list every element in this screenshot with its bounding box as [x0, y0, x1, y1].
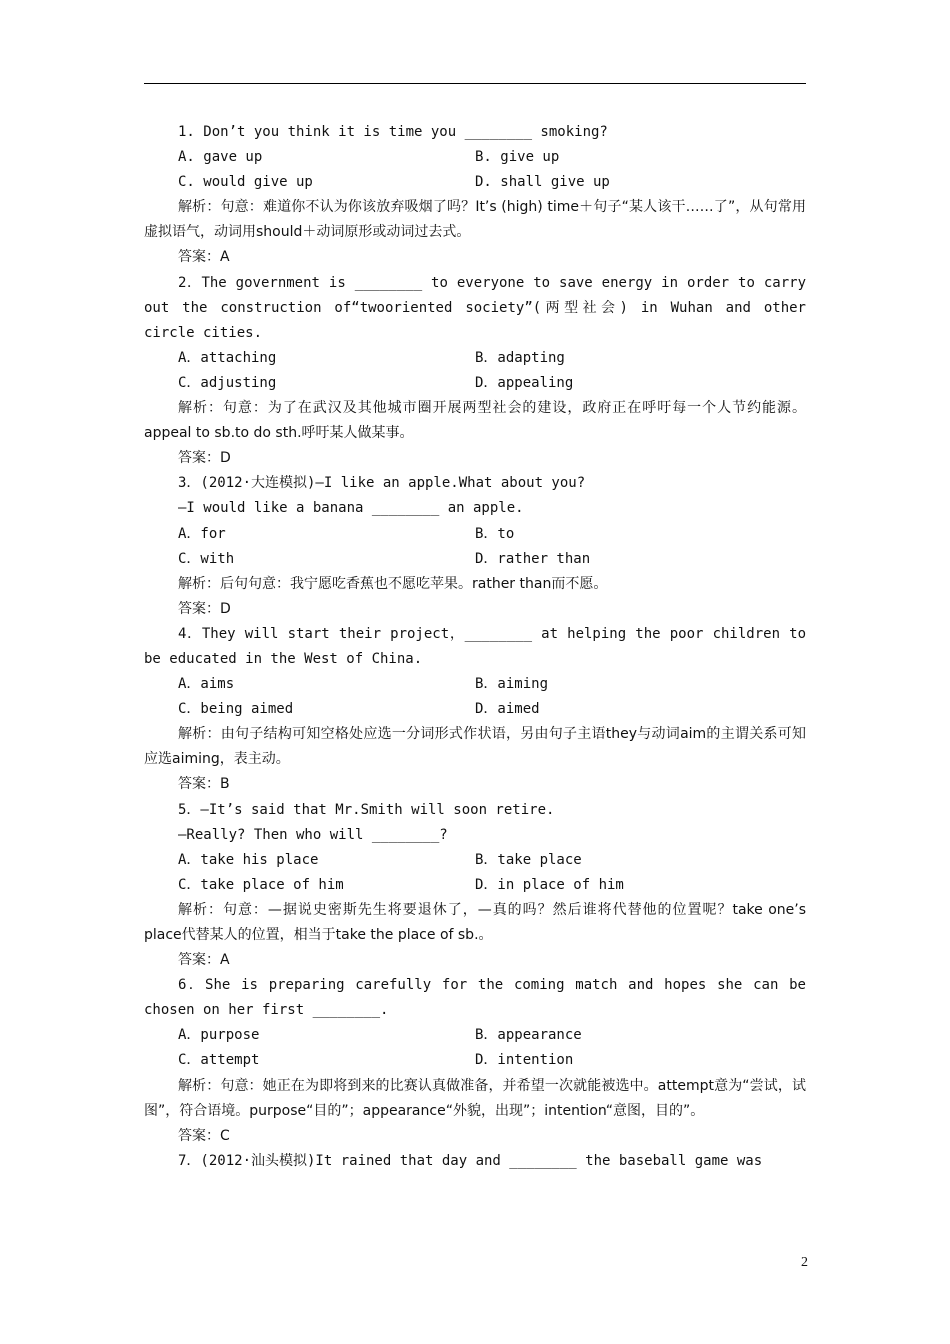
option-c: C．with: [178, 550, 235, 567]
option-c: C．attempt: [178, 1052, 260, 1069]
option-b: B．to: [475, 525, 515, 542]
option-a: A．take his place: [178, 851, 319, 868]
option-b: B．take place: [475, 851, 582, 868]
question-4-stem: 4．They will start their project，________ at helping the poor children to be educated in the West of China.: [144, 625, 806, 667]
question-4-analysis: 解析：由句子结构可知空格处应选一分词形式作状语，另由句子主语they与动词aim的主谓关系可知应选aiming，表主动。: [144, 726, 806, 768]
option-d: D．rather than: [475, 550, 591, 567]
question-5-answer: 答案：A: [178, 952, 230, 969]
question-6-options-row2: [144, 1048, 806, 1073]
question-2-stem: 2．The government is ________ to everyone to save energy in order to carry out the construction of“twooriented society”(两型社会) in Wuhan and other circle cities.: [144, 274, 806, 341]
option-d: D．in place of him: [475, 876, 624, 893]
question-list: [144, 120, 806, 1174]
question-5-analysis: 解析：句意：—据说史密斯先生将要退休了，—真的吗？然后谁将代替他的位置呢？take one’s place代替某人的位置，相当于take the place of sb.。: [144, 901, 806, 943]
question-3-stem-reply: —I would like a banana ________ an apple.: [178, 500, 524, 517]
option-b: B．appearance: [475, 1027, 582, 1044]
question-6-stem: 6．She is preparing carefully for the coming match and hopes she can be chosen on her first ________.: [144, 977, 806, 1019]
question-6-options: [144, 1023, 806, 1048]
question-5-options: [144, 848, 806, 873]
option-c: C．adjusting: [178, 374, 277, 391]
option-b: B. give up: [475, 149, 560, 166]
option-c: C．being aimed: [178, 701, 294, 718]
question-3-analysis: 解析：后句句意：我宁愿吃香蕉也不愿吃苹果。rather than而不愿。: [178, 575, 608, 592]
question-1-stem: 1. Don’t you think it is time you ________ smoking?: [178, 124, 608, 140]
question-1-options: [144, 145, 806, 170]
option-c: C．take place of him: [178, 876, 344, 893]
option-a: A．aims: [178, 676, 235, 693]
question-5-stem: 5．—It’s said that Mr.Smith will soon retire.: [178, 801, 555, 818]
option-d: D．appealing: [475, 374, 574, 391]
question-3-options-row2: [144, 547, 806, 572]
question-7-stem: 7．(2012·汕头模拟)It rained that day and ________ the baseball game was: [178, 1152, 763, 1169]
option-b: B．adapting: [475, 349, 565, 366]
question-2-analysis: 解析：句意：为了在武汉及其他城市圈开展两型社会的建设，政府正在呼吁每一个人节约能源。appeal to sb.to do sth.呼吁某人做某事。: [144, 400, 806, 442]
question-5-options-row2: [144, 873, 806, 898]
option-d: D. shall give up: [475, 174, 610, 191]
question-3-options: [144, 522, 806, 547]
question-6-analysis: 解析：句意：她正在为即将到来的比赛认真做准备，并希望一次就能被选中。attempt意为“尝试，试图”，符合语境。purpose“目的”；appearance“外貌，出现”；intention“意图，目的”。: [144, 1077, 806, 1119]
page-number: 2: [801, 1255, 808, 1270]
option-a: A. gave up: [178, 149, 263, 166]
question-2-answer: 答案：D: [178, 450, 231, 467]
option-a: A．for: [178, 525, 226, 542]
question-1-answer: 答案：A: [178, 249, 230, 266]
question-1-analysis: 解析：句意：难道你不认为你该放弃吸烟了吗？It’s (high) time＋句子“某人该干……了”，从句常用虚拟语气，动词用should＋动词原形或动词过去式。: [144, 199, 806, 241]
question-5-stem-reply: —Really? Then who will ________?: [178, 826, 448, 843]
option-a: A．attaching: [178, 349, 277, 366]
header-rule: [144, 83, 806, 84]
question-4-options-row2: [144, 697, 806, 722]
question-2-options: [144, 346, 806, 371]
question-3-stem: 3．(2012·大连模拟)—I like an apple.What about you?: [178, 475, 586, 492]
option-b: B．aiming: [475, 676, 549, 693]
option-c: C. would give up: [178, 174, 313, 191]
question-6-answer: 答案：C: [178, 1127, 230, 1144]
option-d: D．aimed: [475, 701, 540, 718]
question-4-answer: 答案：B: [178, 776, 230, 793]
option-a: A．purpose: [178, 1027, 260, 1044]
question-1-options-row2: [144, 170, 806, 195]
option-d: D．intention: [475, 1052, 574, 1069]
question-3-answer: 答案：D: [178, 600, 231, 617]
question-2-options-row2: [144, 371, 806, 396]
question-4-options: [144, 672, 806, 697]
